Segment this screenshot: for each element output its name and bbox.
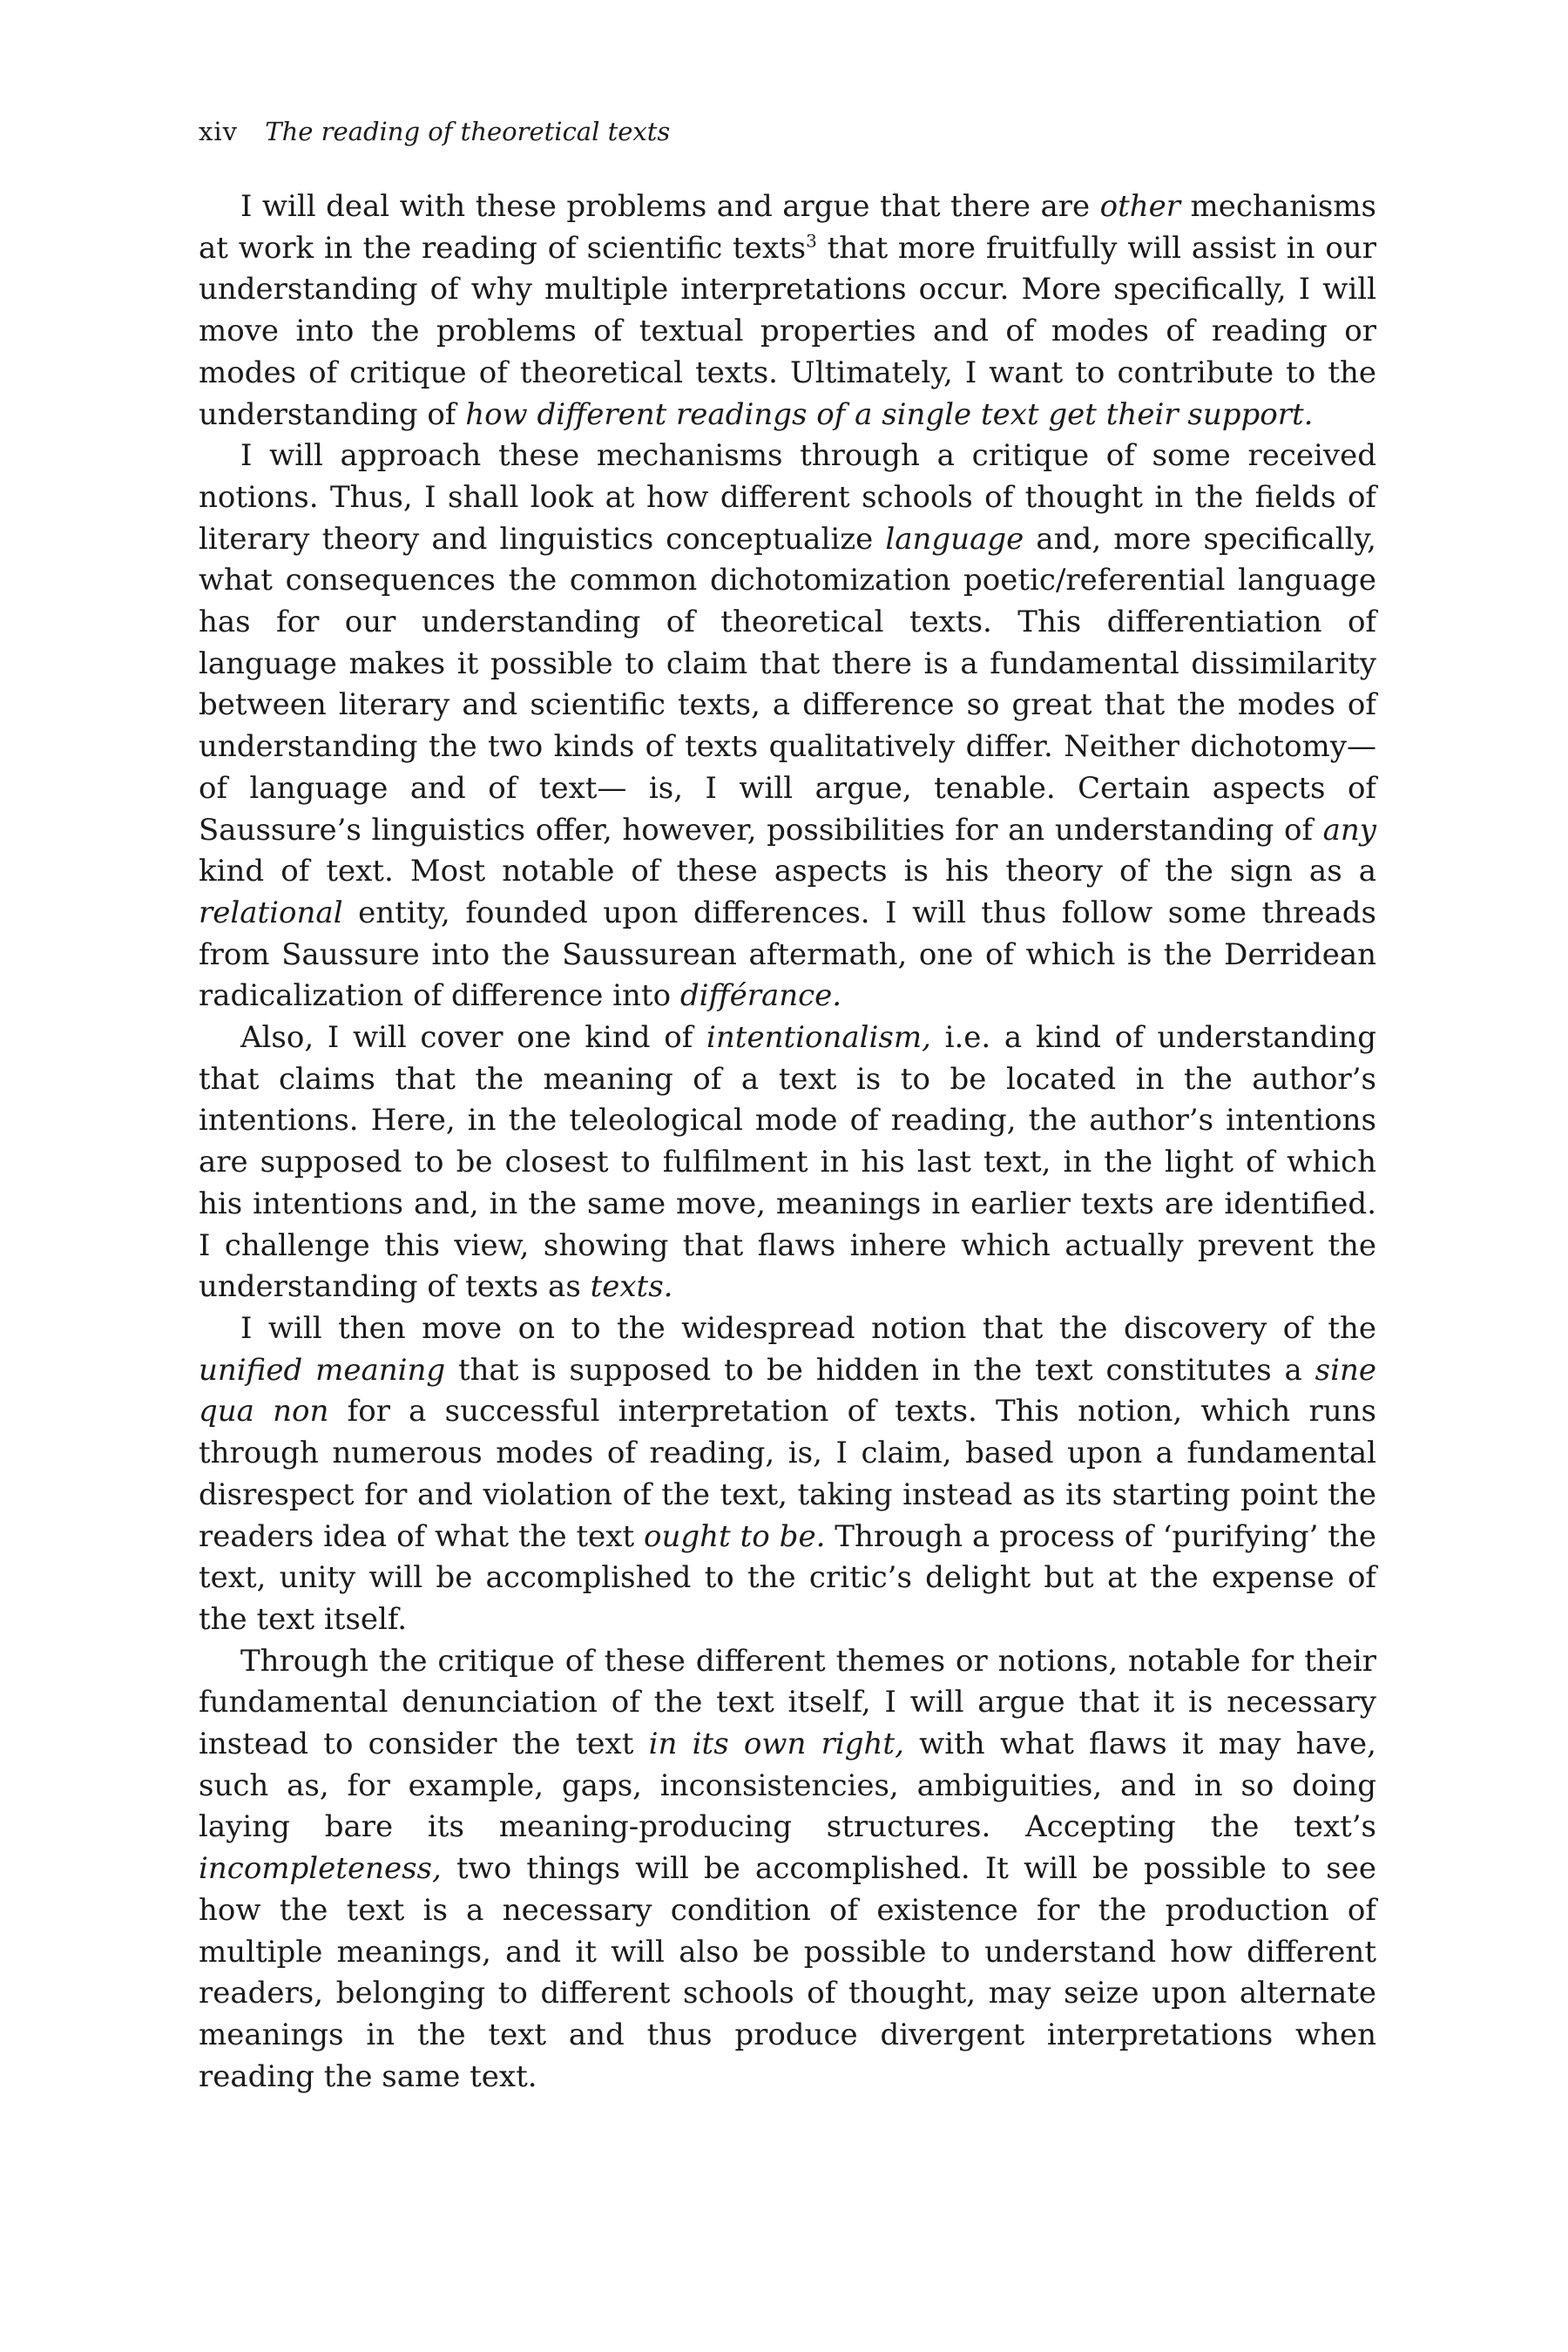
text-run: and, more specifically, what consequences the common dichotomization poetic/referential language has for our understanding of theoretical texts. This differentiation of language makes it possible to claim that there is a fundamental dissimilarity between literary and scientific texts, a difference so great that the modes of understanding the two kinds of texts qualitatively differ. Neither dichotomy—of language and of text— is, I will argue, tenable. Certain aspects of Saussure’s linguistics offer, however, possibilities for an understanding of — [199, 521, 1376, 848]
paragraph — [199, 1641, 1376, 2099]
text-run: i.e. a kind of understanding that claims that the meaning of a text is to be located in the author’s intentions. Here, in the teleological mode of reading, the author’s intentions are supposed to be closest to fulfilment in his last text, in the light of which his intentions and, in the same move, meanings in earlier texts are identified. I challenge this view, showing that flaws inhere which actually prevent the understanding of texts as — [199, 1020, 1376, 1305]
text-run: that is supposed to be hidden in the text constitutes a — [445, 1352, 1315, 1388]
text-run: Through a process of ‘purifying’ the text, unity will be accomplished to the critic’s delight but at the expense of the text itself. — [199, 1518, 1376, 1637]
running-head-title: The reading of theoretical texts — [265, 117, 671, 146]
italic-emphasis: intentionalism, — [706, 1020, 931, 1056]
page-folio: xiv — [199, 117, 239, 146]
paragraph — [199, 186, 1376, 436]
italic-emphasis: différance. — [679, 978, 842, 1014]
text-run: Also, I will cover one kind of — [240, 1020, 707, 1056]
text-run: I will then move on to the widespread notion that the discovery of the — [240, 1310, 1376, 1346]
paragraph — [199, 1017, 1376, 1308]
text-run: that more fruitfully will assist in our understanding of why multiple interpretations occur. More specifically, I will move into the problems of textual properties and of modes of reading or modes of critique of theoretical texts. Ultimately, I want to contribute to the understanding of — [199, 230, 1376, 432]
italic-emphasis: language — [885, 521, 1024, 557]
text-run: entity, founded upon differences. I will thus follow some threads from Saussure into the Saussurean aftermath, one of which is the Derridean radicalization of difference into — [199, 895, 1376, 1014]
italic-emphasis: any — [1322, 812, 1376, 848]
text-run: two things will be accomplished. It will be possible to see how the text is a necessary condition of existence for the production of multiple meanings, and it will also be possible to understand how different readers, belonging to different schools of thought, may seize upon alternate meanings in the text and thus produce divergent interpretations when reading the same text. — [199, 1851, 1376, 2094]
italic-emphasis: how different readings of a single text get their support. — [465, 396, 1314, 432]
italic-emphasis: in its own right, — [648, 1727, 904, 1762]
text-run: kind of text. Most notable of these aspects is his theory of the sign as a — [199, 854, 1376, 889]
italic-emphasis: sine qua non — [199, 1352, 1377, 1429]
running-head — [199, 114, 670, 149]
text-run: I will deal with these problems and argue that there are — [240, 189, 1100, 224]
paragraph — [199, 436, 1376, 1017]
text-run: Through the critique of these different themes or notions, notable for their fundamental denunciation of the text itself, I will argue that it is necessary instead to consider the text — [199, 1643, 1376, 1762]
footnote-reference: 3 — [806, 230, 817, 252]
text-run: with what flaws it may have, such as, for example, gaps, inconsistencies, ambiguities, and in so doing laying bare its meaning-producing structures. Accepting the text’s — [199, 1727, 1376, 1845]
italic-emphasis: relational — [199, 895, 343, 930]
body-text — [199, 186, 1376, 2098]
italic-emphasis: ought to be. — [644, 1518, 826, 1554]
italic-emphasis: texts. — [590, 1269, 673, 1305]
text-run: I will approach these mechanisms through a critique of some received notions. Thus, I shall look at how different schools of thought in the fields of literary theory and linguistics conceptualize — [199, 438, 1376, 557]
italic-emphasis: unified meaning — [199, 1352, 446, 1388]
paragraph — [199, 1308, 1376, 1641]
text-run: for a successful interpretation of texts. This notion, which runs through numerous modes of reading, is, I claim, based upon a fundamental disrespect for and violation of the text, taking instead as its starting point the readers idea of what the text — [199, 1394, 1376, 1554]
italic-emphasis: other — [1099, 189, 1181, 224]
italic-emphasis: incompleteness, — [199, 1851, 442, 1887]
text-run: mechanisms at work in the reading of scientific texts — [199, 189, 1376, 266]
